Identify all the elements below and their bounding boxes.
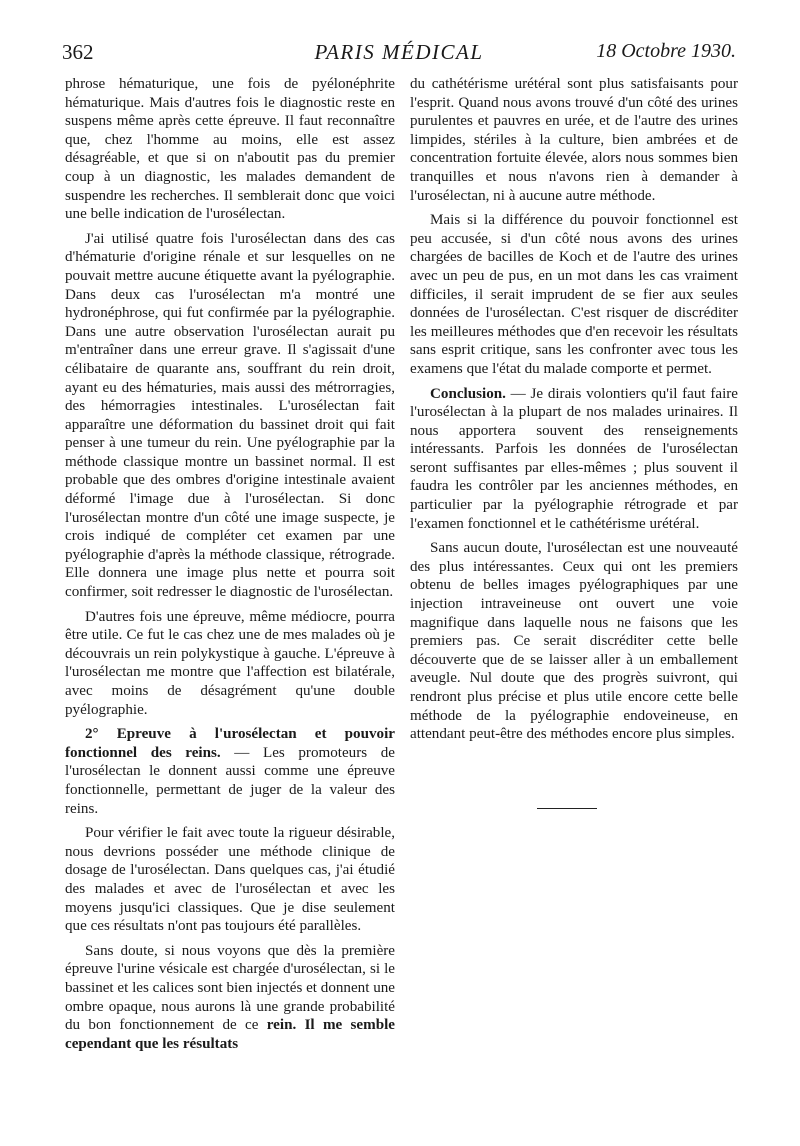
section-heading: 2° Epreuve à l'urosélectan et pouvoir fonctionnel des reins. [65,726,395,761]
paragraph: J'ai utilisé quatre fois l'urosélectan dans des cas d'hématurie d'origine rénale et sur lesquelles on ne pouvait mettre aucune étiquette avant la pyélographie. Dans deux cas l'urosélectan m'a montré une hydronéphrose, qui fut confirmée par la pyélographie. Dans une autre observation l'urosélectan aurait pu m'entraîner dans une erreur grave. Il s'agissait d'une célibataire de quarante ans, souffrant du rein droit, ayant eu des hématuries, mais aussi des métrorragies, des hémorragies intestinales. L'urosélectan fait apparaître une déformation du bassinet droit qui fait penser à une tumeur du rein. Une pyélographie par la méthode classique montre un bassinet normal. Il est probable que des ombres d'origine intestinale avaient déformé l'image due à l'urosélectan. Si donc l'urosélectan montre d'un côté une image suspecte, je crois indiqué de compléter cet examen par une pyélographie d'après la méthode classique, rétrograde. Elle donnera une image plus nette et pourra soit confirmer, soit redresser le diagnostic de l'urosélectan. [65,230,395,601]
paragraph: Pour vérifier le fait avec toute la rigueur désirable, nous devrions posséder une méthode clinique de dosage de l'urosélectan. Dans quelques cas, j'ai étudié des malades et avec de l'urosélectan et avec les moyens jusqu'ici classiques. Que je dise seulement que ces résultats n'ont pas toujours été parallèles. [65,825,395,935]
paragraph-text: — Les promoteurs de l'urosélectan le donnent aussi comme une épreuve fonctionnelle, permettant de juger de la valeur des reins. [65,744,395,817]
bold-text: rein. Il me semble cependant que les résultats [65,1017,395,1052]
paragraph: D'autres fois une épreuve, même médiocre, pourra être utile. Ce fut le cas chez une de mes malades où je découvrais un rein polykystique à gauche. L'épreuve à l'urosélectan me montre que l'affection est bilatérale, avec moins de désagrément qu'une double pyélographie. [65,608,395,718]
paragraph: phrose hématurique, une fois de pyélonéphrite hématurique. Mais d'autres fois le diagnostic reste en suspens même après cette épreuve. Il faut reconnaître que, chez l'homme au moins, elle est assez désagréable, et que si on n'aboutit pas du premier coup à un diagnostic, les malades demandent de suspendre les recherches. Il semblerait donc que voici une belle indication de l'urosélectan. [65,76,395,223]
page-number: 362 [62,40,94,64]
left-column [65,75,395,1059]
end-rule [537,808,597,809]
paragraph [65,725,395,818]
paragraph: du cathétérisme urétéral sont plus satisfaisants pour l'esprit. Quand nous avons trouvé d'un côté des urines purulentes et pauvres en urée, et de l'autre des urines limpides, stériles à la culture, bien ambrées et de concentration fortuite élevée, alors nous sommes bien tranquilles et nous n'avons rien à demander à l'urosélectan, ni à aucune autre méthode. [410,76,738,204]
journal-title: PARIS MÉDICAL [314,40,484,64]
issue-date: 18 Octobre 1930. [596,40,736,62]
paragraph: Mais si la différence du pouvoir fonctionnel est peu accusée, si d'un côté nous avons des urines chargées de bacilles de Koch et de l'autre des urines avec un peu de pus, en un mot dans les cas vraiment difficiles, il serait imprudent de se fier aux seules données de l'urosélectan. C'est risquer de discréditer les meilleures méthodes que d'en recevoir les résultats sans esprit critique, sans les confronter avec tous les examens que l'état du malade comporte et permet. [410,212,738,377]
running-header [62,40,736,70]
right-column [410,75,738,750]
paragraph: Sans aucun doute, l'urosélectan est une nouveauté des plus intéressantes. Ceux qui ont les premiers obtenu de belles images pyélographiques par une injection intraveineuse ont ouvert une voie magnifique dans laquelle nous ne faisons que les premiers pas. Ce serait discréditer cette belle découverte que de se laisser aller à un emballement aveugle. Nul doute que des progrès suivront, qui rendront plus précise et plus utile encore cette belle méthode de la pyélographie endoveineuse, en attendant peut-être des méthodes encore plus simples. [410,540,738,743]
section-heading: Conclusion. [430,385,506,402]
paragraph-text: — Je dirais volontiers qu'il faut faire l'urosélectan à la plupart de nos malades urinaires. Il nous apportera souvent des renseignements intéressants. Parfois les données de l'urosélectan seront suffisantes par elles-mêmes ; plus souvent il faudra les contrôler par les anciennes méthodes, en particulier par la pyélographie rétrograde et par l'examen fonctionnel et le cathétérisme urétéral. [410,385,738,532]
paragraph-text: Sans doute, si nous voyons que dès la première épreuve l'urine vésicale est chargée d'urosélectan, si le bassinet et les calices sont bien injectés et donnent une ombre opaque, nous aurons là une grande probabilité du bon fonctionnement de ce [65,942,395,1034]
paragraph [65,942,395,1054]
paragraph [410,385,738,534]
